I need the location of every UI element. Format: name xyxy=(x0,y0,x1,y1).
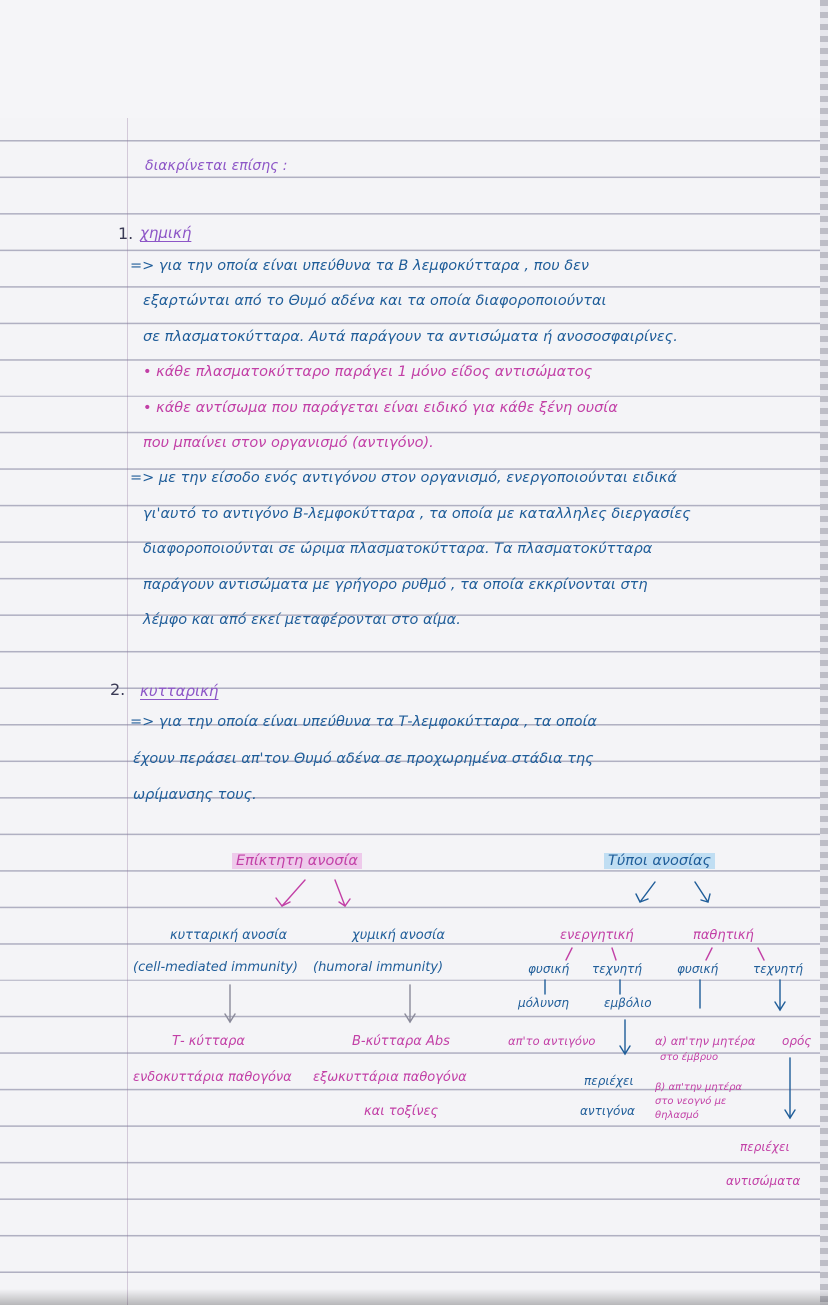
section1-title: χημική xyxy=(140,224,192,242)
section1-line2: γι'αυτό το αντιγόνο Β-λεμφοκύτταρα , τα οποία με καταλληλες διεργασίες xyxy=(143,506,691,522)
left-col1-label: ενδοκυττάρια παθογόνα xyxy=(133,1070,292,1085)
vaccine-label: εμβόλιο xyxy=(604,996,652,1010)
contains-label: περιέχει xyxy=(584,1074,634,1088)
section1-line: σε πλασματοκύτταρα. Αυτά παράγουν τα αντισώματα ή ανοσοσφαιρίνες. xyxy=(143,329,678,345)
artificial-label: τεχνητή xyxy=(592,962,642,976)
left-col1-label: Τ- κύτταρα xyxy=(172,1034,245,1049)
section1-bullet: • κάθε πλασματοκύτταρο παράγει 1 μόνο είδος αντισώματος xyxy=(143,364,593,380)
page-heading: διακρίνεται επίσης : xyxy=(145,158,288,174)
natural-label: φυσική xyxy=(528,962,570,976)
left-col2-label: χυμική ανοσία xyxy=(352,928,445,943)
section1-line2: λέμφο και από εκεί μεταφέρονται στο αίμα. xyxy=(143,612,461,628)
section1-bullet: που μπαίνει στον οργανισμό (αντιγόνο). xyxy=(143,435,434,451)
mother-b3-label: θηλασμό xyxy=(655,1110,699,1121)
natural-label: φυσική xyxy=(677,962,719,976)
mother-b-label: β) απ'την μητέρα xyxy=(655,1082,743,1093)
mother-b2-label: στο νεογνό με xyxy=(655,1096,727,1107)
section1-line: => για την οποία είναι υπεύθυνα τα Β λεμφοκύτταρα , που δεν xyxy=(130,258,590,274)
section1-line2: διαφοροποιούνται σε ώριμα πλασματοκύτταρα. Τα πλασματοκύτταρα xyxy=(143,541,653,557)
mother-a2-label: στο έμβρυο xyxy=(660,1052,719,1063)
left-col2-label: εξωκυττάρια παθογόνα xyxy=(313,1070,467,1085)
diagram-left-title: Επίκτητη ανοσία xyxy=(232,853,362,869)
mother-a-label: α) απ'την μητέρα xyxy=(655,1034,756,1048)
left-col1-label: κυτταρική ανοσία xyxy=(170,928,288,943)
antibodies-label: αντισώματα xyxy=(726,1174,801,1188)
section2-title: κυτταρική xyxy=(140,682,219,700)
left-col2-label: Β-κύτταρα Abs xyxy=(352,1034,450,1049)
passive-label: παθητική xyxy=(693,928,754,943)
contains-label: περιέχει xyxy=(740,1140,790,1154)
section1-line2: παράγουν αντισώματα με γρήγορο ρυθμό , τα οποία εκκρίνονται στη xyxy=(143,577,648,593)
infection-label: μόλυνση xyxy=(518,996,569,1010)
left-col2-label: (humoral immunity) xyxy=(313,960,444,975)
section2-line: => για την οποία είναι υπεύθυνα τα Τ-λεμφοκύτταρα , τα οποία xyxy=(130,714,597,730)
section1-line: εξαρτώνται από το Θυμό αδένα και τα οποία διαφοροποιούνται xyxy=(143,293,607,309)
section1-number: 1. xyxy=(118,224,134,243)
page-bottom-shadow xyxy=(0,1289,828,1305)
section2-number: 2. xyxy=(110,680,126,699)
section1-line2: => με την είσοδο ενός αντιγόνου στον οργανισμό, ενεργοποιούνται ειδικά xyxy=(130,470,677,486)
from-antigen-label: απ'το αντιγόνο xyxy=(508,1034,596,1048)
active-label: ενεργητική xyxy=(560,928,634,943)
section2-line: ωρίμανσης τους. xyxy=(133,787,257,803)
left-col1-label: (cell-mediated immunity) xyxy=(133,960,298,975)
section1-bullet: • κάθε αντίσωμα που παράγεται είναι ειδικό για κάθε ξένη ουσία xyxy=(143,400,618,416)
section2-line: έχουν περάσει απ'τον Θυμό αδένα σε προχωρημένα στάδια της xyxy=(133,751,594,767)
diagram-right-title: Τύποι ανοσίας xyxy=(604,853,715,869)
left-col2-label: και τοξίνες xyxy=(364,1104,439,1119)
serum-label: ορός xyxy=(782,1034,812,1048)
artificial-label: τεχνητή xyxy=(753,962,803,976)
antigens-label: αντιγόνα xyxy=(580,1104,635,1118)
